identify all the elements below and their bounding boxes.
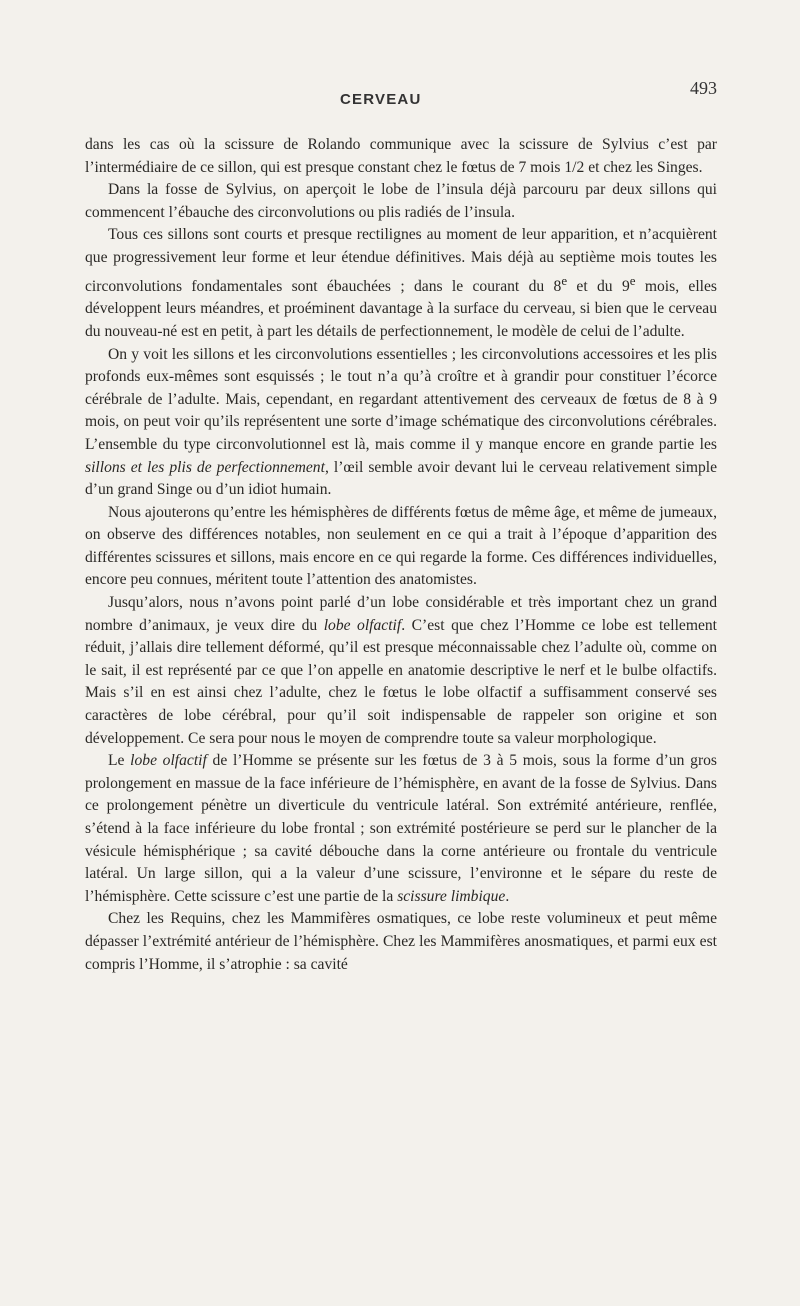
paragraph-text: mois, elles développent leurs méandres, et proéminent davantage à la surface du cerveau, si bien que le cerveau du nouveau-né est en petit, à part les détails de perfectionnement, le modèle de celui de l’adulte. <box>85 277 717 340</box>
paragraph-text: . <box>505 887 510 905</box>
paragraph-1 <box>85 134 717 179</box>
paragraph-text: Le <box>108 752 131 770</box>
paragraph-text: . C’est que chez l’Homme ce lobe est tellement réduit, j’allais dire tellement déformé, qu’il est presque méconnaissable chez l’adulte où, comme on le sait, il est représenté par ce que l’on appelle en anatomie descriptive le nerf et le bulbe olfactifs. Mais s’il en est ainsi chez l’adulte, chez le fœtus le lobe olfactif a suffisamment conservé ses caractères de lobe cérébral, pour qu’il soit indispensable de rappeler son origine et son développement. Ce sera pour nous le moyen de comprendre toute sa valeur morphologique. <box>85 616 717 747</box>
paragraph-text: Chez les Requins, chez les Mammifères osmatiques, ce lobe reste volumineux et peut même dépasser l’extrémité antérieur de l’hémisphère. Chez les Mammifères anosmatiques, et parmi eux est compris l’Homme, il s’atrophie : sa cavité <box>85 910 717 973</box>
body-text <box>85 134 717 976</box>
paragraph-6 <box>85 592 717 750</box>
running-head <box>0 78 800 115</box>
paragraph-7 <box>85 750 717 908</box>
italic-term: lobe olfactif <box>130 752 207 770</box>
italic-term: scissure limbique <box>397 887 506 905</box>
paragraph-text: Dans la fosse de Sylvius, on aperçoit le lobe de l’insula déjà parcouru par deux sillons qui commencent l’ébauche des circonvolutions ou plis radiés de l’insula. <box>85 181 717 221</box>
paragraph-2 <box>85 179 717 224</box>
paragraph-3 <box>85 224 717 343</box>
italic-term: sillons et les plis de perfectionnement <box>85 458 325 476</box>
running-title: CERVEAU <box>340 91 422 108</box>
paragraph-text: Tous ces sillons sont courts et presque rectilignes au moment de leur apparition, et n’acquièrent que progressivement leur forme et leur étendue définitives. Mais déjà au septième mois toutes les circonvolutions fondamentales sont ébauchées ; dans le courant du 8 <box>85 226 717 295</box>
superscript: e <box>561 272 568 288</box>
paragraph-text: , l’œil semble avoir devant lui le cerveau relativement simple d’un grand Singe ou d’un idiot humain. <box>85 458 717 499</box>
paragraph-text: Jusqu’alors, nous n’avons point parlé d’un lobe considérable et très important chez un grand nombre d’animaux, je veux dire du <box>85 594 717 634</box>
page-number: 493 <box>690 78 717 98</box>
superscript: e <box>629 272 636 288</box>
italic-term: lobe olfactif <box>323 616 402 634</box>
paragraph-text: et du 9 <box>567 277 630 295</box>
paragraph-text: Nous ajouterons qu’entre les hémisphères de différents fœtus de même âge, et même de jumeaux, on observe des différences notables, non seulement en ce qui a trait à l’époque d’apparition des différentes scissures et sillons, mais encore en ce qui regarde la forme. Ces différences individuelles, encore peu connues, méritent toute l’attention des anatomistes. <box>85 503 717 589</box>
paragraph-8 <box>85 908 717 976</box>
paragraph-5 <box>85 502 717 592</box>
paragraph-text: de l’Homme se présente sur les fœtus de 3 à 5 mois, sous la forme d’un gros prolongement en massue de la face inférieure de l’hémisphère, en avant de la fosse de Sylvius. Dans ce prolongement pénètre un diverticule du ventricule latéral. Son extrémité antérieure, renflée, s’étend à la face inférieure du lobe frontal ; son extrémité postérieure se perd sur le plancher de la vésicule hémisphérique ; sa cavité débouche dans la corne antérieure ou frontale du ventricule latéral. Un large sillon, qui a la valeur d’une scissure, l’environne et le sépare du reste de l’hémisphère. Cette scissure c’est une partie de la <box>85 752 717 905</box>
paragraph-text: On y voit les sillons et les circonvolutions essentielles ; les circonvolutions accessoires et les plis profonds eux-mêmes sont esquissés ; le tout n’a qu’à croître et à grandir pour constituer l’écorce cérébrale de l’adulte. Mais, cependant, en regardant attentivement des cerveaux de fœtus de 8 à 9 mois, on peut voir qu’ils représentent une sorte d’image schématique des circonvolutions cérébrales. L’ensemble du type circonvolutionnel est là, mais comme il y manque encore en grande partie les <box>85 345 717 453</box>
paragraph-text: dans les cas où la scissure de Rolando communique avec la scissure de Sylvius c’est par l’intermédiaire de ce sillon, qui est presque constant chez le fœtus de 7 mois 1/2 et chez les Singes. <box>85 136 717 176</box>
paragraph-4 <box>85 344 717 502</box>
